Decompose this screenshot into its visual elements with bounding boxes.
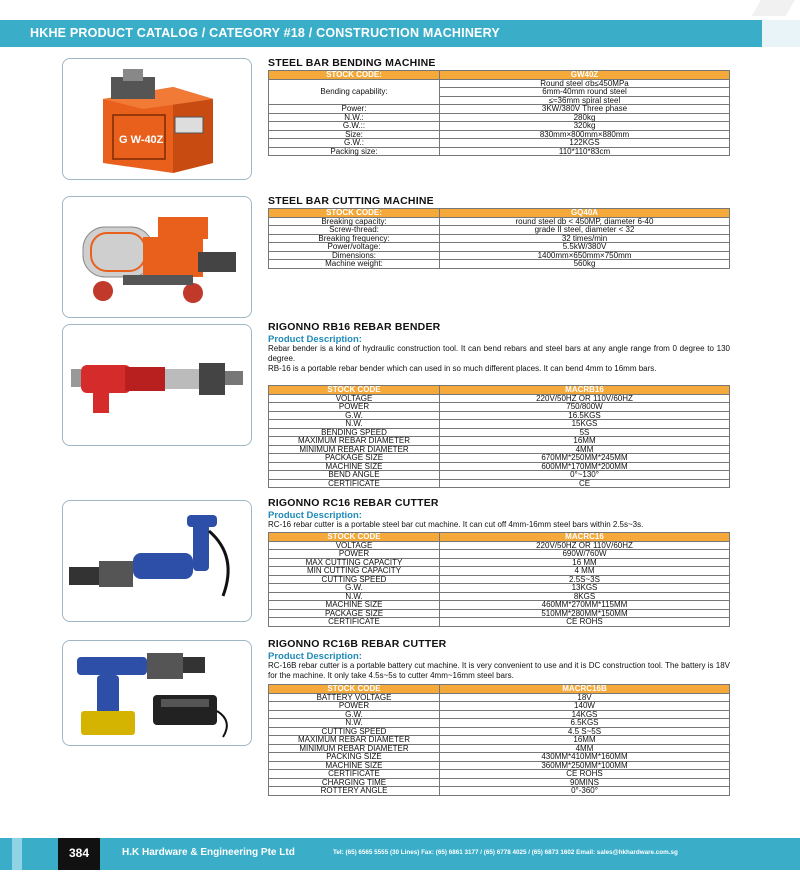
table-row	[269, 226, 730, 235]
table-row	[269, 575, 730, 584]
table-head-row	[269, 533, 730, 542]
spec-label: PACKAGE SIZE	[269, 454, 440, 463]
spec-label: Power:	[269, 105, 440, 114]
table-row	[269, 618, 730, 627]
table-row	[269, 702, 730, 711]
spec-table-rb16	[268, 385, 730, 488]
stock-code-value: MACRC16	[440, 533, 730, 542]
table-row	[269, 550, 730, 559]
stock-code-value: MACRB16	[440, 386, 730, 395]
spec-value: 600MM*170MM*200MM	[440, 462, 730, 471]
product-title-rc16b: RIGONNO RC16B REBAR CUTTER	[268, 638, 447, 650]
spec-value: 750/800W	[440, 403, 730, 412]
spec-value: 6.5KGS	[440, 719, 730, 728]
product-title-cutting-machine: STEEL BAR CUTTING MACHINE	[268, 195, 434, 207]
spec-value: 4MM	[440, 445, 730, 454]
spec-value: 5.5kW/380V	[440, 243, 730, 252]
spec-value: 140W	[440, 702, 730, 711]
table-row	[269, 584, 730, 593]
spec-label: CERTIFICATE	[269, 618, 440, 627]
spec-value: CE ROHS	[440, 770, 730, 779]
table-row	[269, 260, 730, 269]
bending-capability-label: Bending capability:	[269, 79, 440, 105]
spec-value: 16 MM	[440, 558, 730, 567]
table-row	[269, 420, 730, 429]
product-image-rc16b-cutter	[62, 640, 252, 746]
stock-code-label: STOCK CODE	[269, 685, 440, 694]
page-fold-decoration	[752, 0, 799, 16]
product-image-cutting-machine	[62, 196, 252, 318]
spec-value: 0°~130°	[440, 471, 730, 480]
spec-label: MINIMUM REBAR DIAMETER	[269, 445, 440, 454]
product-title-rc16: RIGONNO RC16 REBAR CUTTER	[268, 497, 439, 509]
spec-label: CUTTING SPEED	[269, 575, 440, 584]
spec-label: N.W.	[269, 420, 440, 429]
stock-code-value: MACRC16B	[440, 685, 730, 694]
footer-tab-decoration	[12, 838, 22, 870]
spec-table-rc16b	[268, 684, 730, 796]
spec-value: 560kg	[440, 260, 730, 269]
spec-label: G.W.	[269, 584, 440, 593]
stock-code-value: GW40Z	[440, 71, 730, 80]
table-row	[269, 139, 730, 148]
page-number: 384	[58, 838, 100, 870]
spec-value: 360MM*250MM*100MM	[440, 761, 730, 770]
spec-value: 15KGS	[440, 420, 730, 429]
company-name: H.K Hardware & Engineering Pte Ltd	[122, 847, 295, 858]
spec-label: N.W.:	[269, 113, 440, 122]
spec-value: 2.5S~3S	[440, 575, 730, 584]
table-row	[269, 710, 730, 719]
spec-label: VOLTAGE	[269, 394, 440, 403]
spec-label: G.W.	[269, 710, 440, 719]
table-row	[269, 454, 730, 463]
spec-value: 4 MM	[440, 567, 730, 576]
spec-value: 1400mm×650mm×750mm	[440, 251, 730, 260]
spec-value: 670MM*250MM*245MM	[440, 454, 730, 463]
spec-value: CE ROHS	[440, 618, 730, 627]
stock-code-label: STOCK CODE:	[269, 71, 440, 80]
spec-value: 122KGS	[440, 139, 730, 148]
product-description-heading: Product Description:	[268, 510, 362, 521]
spec-label: MAX CUTTING CAPACITY	[269, 558, 440, 567]
spec-value: 690W/760W	[440, 550, 730, 559]
spec-value: 14KGS	[440, 710, 730, 719]
spec-table-bending-machine	[268, 70, 730, 156]
table-row	[269, 753, 730, 762]
table-head-row	[269, 209, 730, 218]
spec-value: 32 times/min	[440, 234, 730, 243]
spec-table-cutting-machine	[268, 208, 730, 269]
stock-code-value: GQ40A	[440, 209, 730, 218]
spec-label: MIN CUTTING CAPACITY	[269, 567, 440, 576]
page-title: HKHE PRODUCT CATALOG / CATEGORY #18 / CONSTRUCTION MACHINERY	[30, 26, 500, 40]
table-row	[269, 79, 730, 88]
table-row	[269, 437, 730, 446]
spec-value: 90MINS	[440, 778, 730, 787]
spec-label: MACHINE SIZE	[269, 462, 440, 471]
spec-value: 220V/50HZ OR 110V/60HZ	[440, 541, 730, 550]
product-description-text: RC-16 rebar cutter is a portable steel bar cut machine. It can cut off 4mm-16mm steel bars within 2.5s~3s.	[268, 520, 644, 529]
spec-label: Size:	[269, 130, 440, 139]
table-row	[269, 147, 730, 156]
table-row	[269, 130, 730, 139]
spec-value: 5S	[440, 428, 730, 437]
table-row	[269, 113, 730, 122]
table-row	[269, 394, 730, 403]
spec-value: 830mm×800mm×880mm	[440, 130, 730, 139]
bending-value: 6mm-40mm round steel	[440, 88, 730, 97]
rebar-bender-illustration	[63, 325, 251, 445]
table-row	[269, 787, 730, 796]
table-row	[269, 601, 730, 610]
table-row	[269, 403, 730, 412]
table-row	[269, 471, 730, 480]
product-description-text-2: RB-16 is a portable rebar bender which can used in so much different places. It can bend 4mm to 16mm bars.	[268, 364, 657, 373]
spec-value: 320kg	[440, 122, 730, 131]
spec-label: MACHINE SIZE	[269, 601, 440, 610]
table-row	[269, 719, 730, 728]
spec-value: 430MM*410MM*160MM	[440, 753, 730, 762]
table-row	[269, 541, 730, 550]
bending-value: Round steel σb≤450MPa	[440, 79, 730, 88]
table-head-row	[269, 685, 730, 694]
table-row	[269, 411, 730, 420]
spec-value: 510MM*280MM*150MM	[440, 609, 730, 618]
bending-value: ≤≈36mm spiral steel	[440, 96, 730, 105]
spec-label: BENDING SPEED	[269, 428, 440, 437]
spec-value: grade II steel, diameter < 32	[440, 226, 730, 235]
spec-label: ROTTERY ANGLE	[269, 787, 440, 796]
product-description-text: RC-16B rebar cutter is a portable battery cut machine. It is very convenient to use and it is DC construction tool. The battery is 18V for the machine. It only take 4.5s~5s to cutter 4mm~16mm steel bars.	[268, 661, 730, 680]
header-bar	[0, 20, 800, 47]
table-row	[269, 736, 730, 745]
spec-value: 460MM*270MM*115MM	[440, 601, 730, 610]
table-head-row	[269, 386, 730, 395]
spec-label: MAXIMUM REBAR DIAMETER	[269, 437, 440, 446]
spec-table-rc16	[268, 532, 730, 627]
spec-label: PACKING SIZE	[269, 753, 440, 762]
product-description-heading: Product Description:	[268, 651, 362, 662]
spec-label: Dimensions:	[269, 251, 440, 260]
spec-value: 110*110*83cm	[440, 147, 730, 156]
spec-label: BEND ANGLE	[269, 471, 440, 480]
header-page-corner	[762, 20, 800, 47]
spec-label: MAXIMUM REBAR DIAMETER	[269, 736, 440, 745]
table-row	[269, 567, 730, 576]
spec-label: BATTERY VOLTAGE	[269, 693, 440, 702]
spec-label: G.W.::	[269, 122, 440, 131]
product-image-bending-machine	[62, 58, 252, 180]
spec-value: 280kg	[440, 113, 730, 122]
contact-details: Tel: (65) 6565 5555 (30 Lines) Fax: (65) 6861 3177 / (65) 6778 4025 / (65) 6873 1602 Email: sales@hkhardware.com.sg	[333, 849, 678, 856]
spec-value: 16MM	[440, 736, 730, 745]
spec-value: 4.5 S~5S	[440, 727, 730, 736]
spec-label: Screw-thread:	[269, 226, 440, 235]
product-description-heading: Product Description:	[268, 334, 362, 345]
spec-label: MACHINE SIZE	[269, 761, 440, 770]
spec-label: CERTIFICATE	[269, 770, 440, 779]
spec-value: 16MM	[440, 437, 730, 446]
table-row	[269, 105, 730, 114]
spec-label: PACKAGE SIZE	[269, 609, 440, 618]
spec-value: 3KW/380V Three phase	[440, 105, 730, 114]
spec-label: Packing size:	[269, 147, 440, 156]
spec-value: 16.5KGS	[440, 411, 730, 420]
table-row	[269, 770, 730, 779]
product-title-rb16: RIGONNO RB16 REBAR BENDER	[268, 321, 441, 333]
spec-label: Machine weight:	[269, 260, 440, 269]
bending-machine-illustration	[63, 59, 251, 179]
spec-value: 4MM	[440, 744, 730, 753]
spec-value: 8KGS	[440, 592, 730, 601]
table-row	[269, 693, 730, 702]
spec-label: G.W.:	[269, 139, 440, 148]
spec-label: CHARGING TIME	[269, 778, 440, 787]
cutting-machine-illustration	[63, 197, 251, 317]
rebar-cutter-illustration	[63, 501, 251, 621]
spec-label: POWER	[269, 550, 440, 559]
spec-label: POWER	[269, 403, 440, 412]
spec-value: 220V/50HZ OR 110V/60HZ	[440, 394, 730, 403]
spec-label: POWER	[269, 702, 440, 711]
spec-label: N.W.	[269, 719, 440, 728]
stock-code-label: STOCK CODE	[269, 533, 440, 542]
spec-value: round steel db < 450MP, diameter 6-40	[440, 217, 730, 226]
spec-value: 13KGS	[440, 584, 730, 593]
spec-label: Breaking frequency:	[269, 234, 440, 243]
table-row	[269, 479, 730, 488]
spec-label: VOLTAGE	[269, 541, 440, 550]
spec-label: G.W.	[269, 411, 440, 420]
spec-label: N.W.	[269, 592, 440, 601]
table-row	[269, 243, 730, 252]
spec-value: 0°-360°	[440, 787, 730, 796]
product-description-text: Rebar bender is a kind of hydraulic construction tool. It can bend rebars and steel bars at any angle range from 0 degree to 130 degree.	[268, 344, 730, 363]
spec-label: MINIMUM REBAR DIAMETER	[269, 744, 440, 753]
machine-label-text: G W-40Z	[119, 134, 164, 146]
spec-label: CERTIFICATE	[269, 479, 440, 488]
battery-cutter-illustration	[63, 641, 251, 745]
table-head-row	[269, 71, 730, 80]
spec-value: CE	[440, 479, 730, 488]
footer-bar	[0, 838, 800, 870]
spec-label: Power/voltage:	[269, 243, 440, 252]
product-title-bending-machine: STEEL BAR BENDING MACHINE	[268, 57, 436, 69]
table-row	[269, 122, 730, 131]
spec-label: Breaking capacity:	[269, 217, 440, 226]
spec-value: 18V	[440, 693, 730, 702]
stock-code-label: STOCK CODE:	[269, 209, 440, 218]
product-image-rc16-cutter	[62, 500, 252, 622]
spec-label: CUTTING SPEED	[269, 727, 440, 736]
stock-code-label: STOCK CODE	[269, 386, 440, 395]
product-image-rb16-bender	[62, 324, 252, 446]
